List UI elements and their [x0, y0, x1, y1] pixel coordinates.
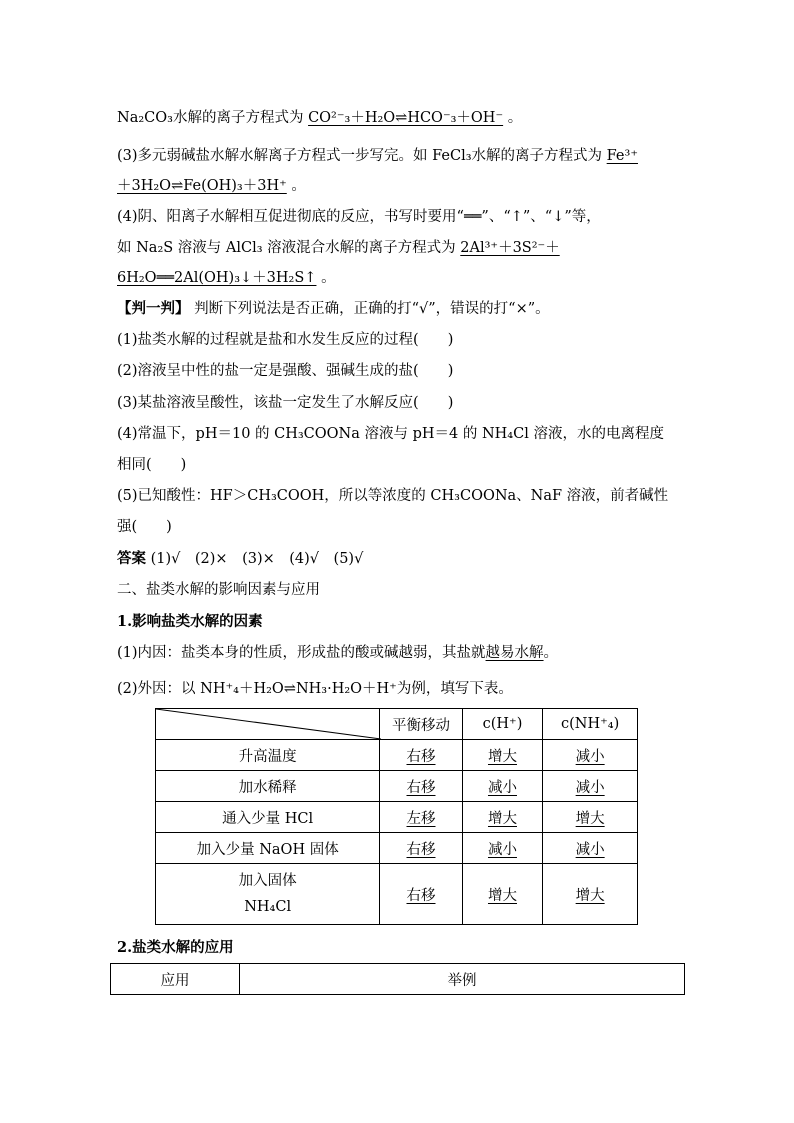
condition-cell: 升高温度 — [156, 740, 380, 771]
answer-tag: 答案 — [117, 550, 146, 567]
heading-text: 2.盐类水解的应用 — [117, 939, 234, 956]
answer-cell: 右移 — [406, 748, 436, 765]
answer-cell: 减小 — [575, 779, 605, 796]
heading-text: 二、盐类水解的影响因素与应用 — [117, 582, 320, 598]
table-row — [156, 802, 638, 833]
text-plain: 判断下列说法是否正确，正确的打“√”，错误的打“×”。 — [194, 301, 550, 317]
answer-cell: 增大 — [575, 887, 605, 904]
table-row — [156, 740, 638, 771]
text-line-external — [117, 679, 513, 699]
answer-cell: 减小 — [575, 841, 605, 858]
answer-cell: 增大 — [487, 887, 517, 904]
hydrolysis-factor-table — [155, 708, 638, 925]
text-plain: 。 — [291, 178, 306, 194]
heading-text: 1.影响盐类水解的因素 — [117, 613, 263, 630]
condition-line: 加入固体 — [238, 873, 297, 889]
text-plain: (1)内因：盐类本身的性质，形成盐的酸或碱越弱，其盐就 — [117, 645, 486, 661]
question-text: (1)盐类水解的过程就是盐和水发生反应的过程( ) — [117, 332, 454, 348]
question-text: (3)某盐溶液呈酸性，该盐一定发生了水解反应( ) — [117, 395, 454, 411]
answer-cell: 增大 — [487, 810, 517, 827]
text-plain: 。 — [321, 270, 336, 286]
condition-cell — [156, 864, 380, 925]
table-header-row — [156, 709, 638, 740]
subsection-heading-2 — [117, 938, 234, 958]
answer-line — [117, 549, 363, 569]
judge-tag: 【判一判】 — [117, 300, 190, 317]
answer-cell: 右移 — [406, 887, 436, 904]
text-plain: 如 Na₂S 溶液与 AlCl₃ 溶液混合水解的离子方程式为 — [117, 240, 456, 256]
question-5-cont — [117, 517, 172, 537]
condition-cell: 加入少量 NaOH 固体 — [156, 833, 380, 864]
header-cell: 平衡移动 — [380, 709, 462, 740]
question-4-cont — [117, 455, 186, 475]
text-line-3 — [117, 176, 306, 196]
question-5 — [117, 486, 668, 506]
equation-al-start: 2Al³⁺＋3S²⁻＋ — [460, 240, 560, 256]
diagonal-header-cell — [156, 709, 380, 740]
text-plain: Na₂CO₃水解的离子方程式为 — [117, 110, 304, 126]
subsection-heading-1 — [117, 612, 263, 632]
text-line-4 — [117, 207, 601, 227]
section-heading — [117, 580, 320, 600]
question-2 — [117, 361, 453, 381]
question-text: 相同( ) — [117, 457, 187, 473]
question-text: (5)已知酸性：HF＞CH₃COOH，所以等浓度的 CH₃COONa、NaF 溶液，前者碱性 — [117, 488, 669, 504]
header-cell: 应用 — [111, 964, 240, 995]
header-cell: 举例 — [240, 964, 685, 995]
question-text: (4)常温下，pH＝10 的 CH₃COONa 溶液与 pH＝4 的 NH₄Cl 溶液，水的电离程度 — [117, 426, 664, 442]
condition-cell: 通入少量 HCl — [156, 802, 380, 833]
text-line-internal — [117, 643, 558, 663]
text-plain: (2)外因：以 NH⁺₄＋H₂O⇌NH₃·H₂O＋H⁺为例，填写下表。 — [117, 681, 513, 697]
answer-cell: 减小 — [487, 779, 517, 796]
answer-cell: 增大 — [575, 810, 605, 827]
answer-cell: 左移 — [406, 810, 436, 827]
equation-carbonate: CO²⁻₃＋H₂O⇌HCO⁻₃＋OH⁻ — [308, 110, 504, 126]
underlined-answer: 越易水解 — [485, 645, 544, 661]
question-4 — [117, 424, 664, 444]
condition-cell: 加水稀释 — [156, 771, 380, 802]
text-line-7 — [117, 299, 550, 319]
application-table — [110, 963, 685, 995]
answer-cell: 减小 — [487, 841, 517, 858]
answer-text: (1)√ (2)× (3)× (4)√ (5)√ — [150, 551, 364, 567]
table-row — [156, 864, 638, 925]
header-cell: c(H⁺) — [462, 709, 543, 740]
equation-al-end: 6H₂O══2Al(OH)₃↓＋3H₂S↑ — [117, 270, 317, 286]
text-plain: (4)阴、阳离子水解相互促进彻底的反应，书写时要用“══”、“↑”、“↓”等， — [117, 209, 601, 225]
text-line-1 — [117, 108, 522, 128]
answer-cell: 右移 — [406, 779, 436, 796]
question-3 — [117, 393, 453, 413]
table-header-row — [111, 964, 685, 995]
equation-fe-start: Fe³⁺ — [606, 148, 638, 164]
answer-cell: 减小 — [575, 748, 605, 765]
answer-cell: 右移 — [406, 841, 436, 858]
question-text: 强( ) — [117, 519, 172, 535]
text-line-2 — [117, 146, 638, 166]
text-line-5 — [117, 238, 560, 258]
table-row — [156, 771, 638, 802]
diagonal-line — [156, 709, 381, 739]
question-text: (2)溶液呈中性的盐一定是强酸、强碱生成的盐( ) — [117, 363, 454, 379]
text-plain: 。 — [543, 645, 559, 661]
table-row — [156, 833, 638, 864]
condition-line: NH₄Cl — [244, 899, 292, 915]
text-line-6 — [117, 268, 336, 288]
text-plain: 。 — [507, 110, 523, 126]
question-1 — [117, 330, 453, 350]
equation-fe-end: ＋3H₂O⇌Fe(OH)₃＋3H⁺ — [117, 178, 287, 194]
answer-cell: 增大 — [487, 748, 517, 765]
text-plain: (3)多元弱碱盐水解水解离子方程式一步写完。如 FeCl₃水解的离子方程式为 — [117, 148, 603, 164]
header-cell: c(NH⁺₄) — [543, 709, 638, 740]
